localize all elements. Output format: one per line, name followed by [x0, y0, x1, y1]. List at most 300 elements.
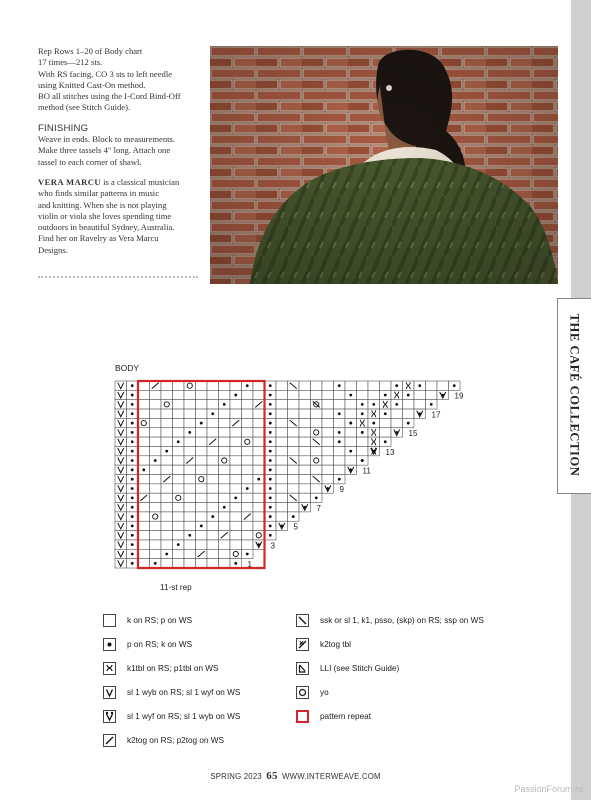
chart-cell: [173, 493, 185, 502]
chart-cell: [311, 390, 323, 399]
chart-cell: [138, 475, 150, 484]
chart-stitch-dot: [131, 562, 134, 565]
bio-text: is a classical musician: [100, 176, 180, 187]
twisted-stitch-icon: [103, 662, 116, 675]
chart-stitch-dot: [269, 534, 272, 537]
chart-cell: [219, 437, 231, 446]
row-number: 1: [247, 560, 252, 569]
finishing-heading: FINISHING: [38, 122, 89, 134]
chart-cell: [230, 465, 242, 474]
chart-cell: [299, 418, 311, 427]
chart-stitch-dot: [372, 403, 375, 406]
instruction-line: 17 times—212 sts.: [38, 57, 103, 68]
chart-stitch-dot: [269, 412, 272, 415]
chart-cell: [138, 484, 150, 493]
chart-stitch-dot: [200, 422, 203, 425]
chart-stitch-dot: [407, 394, 410, 397]
chart-cell: [138, 549, 150, 558]
chart-cell: [219, 521, 231, 530]
row-number: 13: [385, 447, 395, 457]
chart-cell: [207, 559, 219, 568]
chart-stitch-dot: [131, 394, 134, 397]
chart-cell: [173, 446, 185, 455]
chart-cell: [138, 531, 150, 540]
chart-cell: [311, 418, 323, 427]
legend-item: [296, 685, 329, 699]
chart-cell: [253, 418, 265, 427]
chart-cell: [207, 531, 219, 540]
row-number: 3: [270, 541, 275, 551]
legend-item: [296, 709, 371, 723]
chart-cell: [196, 390, 208, 399]
chart-cell: [253, 503, 265, 512]
chart-cell: [299, 390, 311, 399]
chart-cell: [173, 390, 185, 399]
chart-stitch-dot: [131, 384, 134, 387]
chart-cell: [322, 400, 334, 409]
chart-cell: [161, 531, 173, 540]
chart-cell: [184, 521, 196, 530]
chart-stitch-dot: [234, 496, 237, 499]
chart-cell: [276, 428, 288, 437]
chart-stitch-dot: [211, 412, 214, 415]
chart-cell: [276, 381, 288, 390]
chart-cell: [322, 456, 334, 465]
chart-stitch-dot: [154, 562, 157, 565]
chart-stitch-dot: [131, 543, 134, 546]
chart-cell: [380, 418, 392, 427]
chart-stitch-dot: [246, 553, 249, 556]
row-number: 7: [316, 503, 321, 513]
chart-stitch-dot: [269, 431, 272, 434]
chart-cell: [173, 400, 185, 409]
chart-cell: [138, 400, 150, 409]
chart-cell: [380, 428, 392, 437]
chart-cell: [426, 390, 438, 399]
chart-cell: [230, 446, 242, 455]
chart-cell: [150, 521, 162, 530]
chart-stitch-dot: [211, 515, 214, 518]
slip-wyb-icon: [103, 686, 116, 699]
chart-cell: [196, 409, 208, 418]
chart-cell: [426, 381, 438, 390]
chart-stitch-dot: [269, 478, 272, 481]
legend-label: p on RS; k on WS: [127, 639, 193, 649]
chart-cell: [391, 409, 403, 418]
chart-title: BODY: [115, 363, 140, 373]
chart-stitch-dot: [223, 506, 226, 509]
chart-cell: [242, 409, 254, 418]
chart-cell: [161, 559, 173, 568]
chart-cell: [196, 465, 208, 474]
chart-cell: [276, 390, 288, 399]
chart-stitch-dot: [269, 422, 272, 425]
chart-cell: [207, 390, 219, 399]
chart-cell: [196, 531, 208, 540]
chart-cell: [276, 456, 288, 465]
chart-cell: [322, 446, 334, 455]
chart-stitch-dot: [269, 468, 272, 471]
chart-cell: [288, 465, 300, 474]
chart-cell: [253, 484, 265, 493]
chart-stitch-dot: [131, 403, 134, 406]
chart-stitch-dot: [269, 450, 272, 453]
chart-cell: [173, 409, 185, 418]
chart-cell: [345, 456, 357, 465]
chart-cell: [242, 503, 254, 512]
chart-cell: [207, 493, 219, 502]
chart-stitch-dot: [361, 403, 364, 406]
chart-cell: [184, 390, 196, 399]
chart-cell: [150, 465, 162, 474]
chart-cell: [219, 484, 231, 493]
legend-label: k1tbl on RS; p1tbl on WS: [127, 663, 219, 673]
chart-cell: [242, 493, 254, 502]
chart-stitch-dot: [361, 431, 364, 434]
chart-cell: [196, 437, 208, 446]
issue-season: SPRING 2023: [210, 772, 262, 781]
chart-cell: [230, 400, 242, 409]
row-number: 17: [431, 410, 441, 420]
chart-cell: [299, 484, 311, 493]
chart-cell: [253, 390, 265, 399]
chart-cell: [184, 409, 196, 418]
chart-cell: [368, 390, 380, 399]
chart-cell: [161, 409, 173, 418]
chart-cell: [161, 484, 173, 493]
chart-cell: [253, 409, 265, 418]
repeat-label: 11-st rep: [160, 583, 192, 592]
chart-cell: [173, 531, 185, 540]
chart-cell: [138, 409, 150, 418]
chart-stitch-dot: [177, 543, 180, 546]
chart-cell: [288, 437, 300, 446]
knit-symbol-icon: [103, 614, 116, 627]
legend-label: sl 1 wyf on RS; sl 1 wyb on WS: [127, 711, 241, 721]
chart-cell: [161, 418, 173, 427]
instruction-line: Rep Rows 1–20 of Body chart: [38, 46, 143, 56]
chart-cell: [219, 418, 231, 427]
chart-cell: [288, 503, 300, 512]
chart-cell: [276, 409, 288, 418]
legend-label: pattern repeat: [320, 711, 371, 721]
chart-cell: [173, 559, 185, 568]
chart-cell: [184, 400, 196, 409]
chart-cell: [173, 456, 185, 465]
chart-cell: [150, 446, 162, 455]
chart-cell: [276, 475, 288, 484]
chart-cell: [207, 484, 219, 493]
chart-cell: [150, 512, 162, 521]
chart-cell: [357, 446, 369, 455]
chart-cell: [161, 390, 173, 399]
chart-cell: [219, 559, 231, 568]
chart-stitch-dot: [131, 506, 134, 509]
purl-symbol-icon: [103, 638, 116, 651]
chart-cell: [276, 493, 288, 502]
chart-stitch-dot: [361, 459, 364, 462]
chart-stitch-dot: [384, 394, 387, 397]
chart-cell: [161, 465, 173, 474]
bio-line: Find her on Ravelry as Vera Marcu: [38, 233, 159, 244]
chart-cell: [242, 418, 254, 427]
chart-cell: [138, 559, 150, 568]
chart-cell: [230, 484, 242, 493]
chart-stitch-dot: [177, 440, 180, 443]
instruction-line: BO all stitches using the I-Cord Bind-Off: [38, 91, 181, 102]
chart-cell: [196, 400, 208, 409]
chart-stitch-dot: [349, 422, 352, 425]
chart-cell: [150, 549, 162, 558]
chart-stitch-dot: [384, 412, 387, 415]
chart-cell: [173, 503, 185, 512]
chart-cell: [150, 540, 162, 549]
chart-cell: [242, 465, 254, 474]
chart-cell: [414, 390, 426, 399]
chart-cell: [276, 484, 288, 493]
chart-cell: [219, 390, 231, 399]
chart-cell: [242, 400, 254, 409]
chart-cell: [230, 437, 242, 446]
chart-cell: [138, 503, 150, 512]
chart-cell: [150, 531, 162, 540]
chart-cell: [173, 549, 185, 558]
chart-cell: [299, 475, 311, 484]
chart-stitch-dot: [154, 459, 157, 462]
chart-cell: [184, 493, 196, 502]
chart-cell: [253, 456, 265, 465]
chart-cell: [161, 428, 173, 437]
chart-cell: [322, 475, 334, 484]
row-number: 9: [339, 485, 344, 495]
chart-cell: [150, 418, 162, 427]
chart-cell: [161, 437, 173, 446]
chart-cell: [230, 540, 242, 549]
chart-stitch-dot: [430, 403, 433, 406]
chart-stitch-dot: [200, 525, 203, 528]
chart-cell: [184, 465, 196, 474]
chart-cell: [276, 503, 288, 512]
chart-stitch-dot: [246, 384, 249, 387]
chart-cell: [242, 437, 254, 446]
chart-cell: [242, 446, 254, 455]
chart-cell: [299, 409, 311, 418]
chart-cell: [219, 428, 231, 437]
chart-stitch-dot: [269, 515, 272, 518]
chart-cell: [311, 446, 323, 455]
chart-cell: [150, 493, 162, 502]
chart-cell: [311, 428, 323, 437]
chart-cell: [138, 418, 150, 427]
chart-cell: [173, 484, 185, 493]
chart-stitch-dot: [372, 422, 375, 425]
chart-stitch-dot: [292, 515, 295, 518]
chart-cell: [334, 418, 346, 427]
chart-cell: [219, 512, 231, 521]
chart-cell: [196, 484, 208, 493]
bio-line: outdoors in beautiful Sydney, Australia.: [38, 222, 175, 233]
chart-cell: [311, 465, 323, 474]
chart-cell: [138, 512, 150, 521]
chart-cell: [184, 549, 196, 558]
chart-cell: [150, 428, 162, 437]
chart-cell: [173, 465, 185, 474]
k2tog-icon: [103, 734, 116, 747]
chart-cell: [322, 409, 334, 418]
chart-cell: [253, 521, 265, 530]
chart-cell: [207, 503, 219, 512]
chart-cell: [138, 437, 150, 446]
chart-cell: [334, 465, 346, 474]
chart-cell: [334, 456, 346, 465]
instruction-line: using Knitted Cast-On method.: [38, 79, 146, 90]
chart-cell: [219, 456, 231, 465]
chart-cell: [288, 484, 300, 493]
chart-stitch-dot: [131, 487, 134, 490]
chart-stitch-dot: [142, 468, 145, 471]
chart-cell: [299, 446, 311, 455]
chart-stitch-dot: [269, 496, 272, 499]
chart-cell: [230, 475, 242, 484]
chart-cell: [184, 559, 196, 568]
chart-stitch-dot: [269, 403, 272, 406]
section-tab-label: THE CAFÉ COLLECTION: [567, 313, 582, 477]
instruction-line: With RS facing, CO 3 sts to left needle: [38, 68, 173, 79]
chart-cell: [161, 521, 173, 530]
chart-cell: [196, 503, 208, 512]
chart-cell: [219, 475, 231, 484]
chart-cell: [322, 437, 334, 446]
chart-stitch-dot: [234, 562, 237, 565]
chart-cell: [299, 428, 311, 437]
chart-cell: [184, 484, 196, 493]
chart-cell: [437, 381, 449, 390]
chart-cell: [230, 531, 242, 540]
chart-cell: [242, 521, 254, 530]
chart-cell: [207, 428, 219, 437]
chart-stitch-dot: [131, 553, 134, 556]
chart-cell: [219, 540, 231, 549]
chart-cell: [184, 446, 196, 455]
chart-cell: [230, 456, 242, 465]
chart-cell: [184, 503, 196, 512]
chart-cell: [207, 446, 219, 455]
chart-cell: [150, 503, 162, 512]
watermark: PassionForum.ru: [514, 784, 583, 794]
website: WWW.INTERWEAVE.COM: [282, 772, 381, 781]
chart-stitch-dot: [131, 412, 134, 415]
chart-cell: [288, 446, 300, 455]
chart-cell: [288, 400, 300, 409]
chart-cell: [173, 418, 185, 427]
chart-cell: [184, 381, 196, 390]
chart-cell: [299, 437, 311, 446]
chart-cell: [276, 446, 288, 455]
chart-stitch-dot: [269, 506, 272, 509]
chart-cell: [230, 521, 242, 530]
instruction-line: method (see Stitch Guide).: [38, 102, 131, 113]
chart-cell: [138, 428, 150, 437]
chart-stitch-dot: [349, 394, 352, 397]
chart-cell: [334, 400, 346, 409]
chart-cell: [414, 400, 426, 409]
chart-cell: [150, 409, 162, 418]
legend-item: [103, 661, 218, 675]
chart-grid: [115, 381, 460, 568]
chart-cell: [322, 465, 334, 474]
chart-stitch-dot: [131, 525, 134, 528]
chart-cell: [138, 446, 150, 455]
chart-stitch-dot: [188, 431, 191, 434]
chart-stitch-dot: [234, 394, 237, 397]
chart-cell: [242, 531, 254, 540]
chart-stitch-dot: [131, 440, 134, 443]
chart-cell: [242, 540, 254, 549]
chart-stitch-dot: [131, 431, 134, 434]
chart-stitch-dot: [188, 534, 191, 537]
yarn-over-icon: [296, 686, 309, 699]
chart-cell: [311, 409, 323, 418]
chart-stitch-dot: [269, 394, 272, 397]
chart-stitch-dot: [338, 440, 341, 443]
legend-label: k2tog on RS; p2tog on WS: [127, 735, 224, 745]
legend-item: [296, 637, 351, 651]
chart-cell: [242, 390, 254, 399]
chart-cell: [219, 409, 231, 418]
chart-stitch-dot: [395, 403, 398, 406]
row-number: 15: [408, 429, 418, 439]
chart-stitch-dot: [407, 422, 410, 425]
ssk-icon: [296, 614, 309, 627]
legend-label: k on RS; p on WS: [127, 615, 193, 625]
chart-stitch-dot: [131, 422, 134, 425]
chart-cell: [196, 428, 208, 437]
chart-stitch-dot: [131, 534, 134, 537]
chart-cell: [207, 521, 219, 530]
chart-cell: [150, 400, 162, 409]
chart-cell: [288, 475, 300, 484]
chart-cell: [161, 400, 173, 409]
chart-cell: [184, 540, 196, 549]
chart-cell: [207, 456, 219, 465]
legend-item: [296, 613, 484, 627]
chart-cell: [253, 381, 265, 390]
chart-stitch-dot: [395, 384, 398, 387]
chart-cell: [207, 400, 219, 409]
chart-stitch-dot: [131, 459, 134, 462]
chart-cell: [161, 381, 173, 390]
chart-stitch-dot: [269, 384, 272, 387]
chart-stitch-dot: [223, 403, 226, 406]
chart-cell: [334, 446, 346, 455]
chart-cell: [161, 540, 173, 549]
chart-cell: [184, 418, 196, 427]
chart-cell: [173, 475, 185, 484]
chart-cell: [299, 493, 311, 502]
chart-cell: [219, 549, 231, 558]
chart-cell: [230, 549, 242, 558]
chart-cell: [138, 456, 150, 465]
chart-cell: [207, 418, 219, 427]
row-number: 19: [454, 391, 464, 401]
row-number: 11: [362, 466, 371, 476]
chart-stitch-dot: [131, 450, 134, 453]
chart-cell: [219, 446, 231, 455]
legend-label: ssk or sl 1, k1, psso, (skp) on RS; ssp on WS: [320, 615, 484, 625]
chart-stitch-dot: [269, 459, 272, 462]
chart-cell: [161, 456, 173, 465]
chart-cell: [253, 437, 265, 446]
